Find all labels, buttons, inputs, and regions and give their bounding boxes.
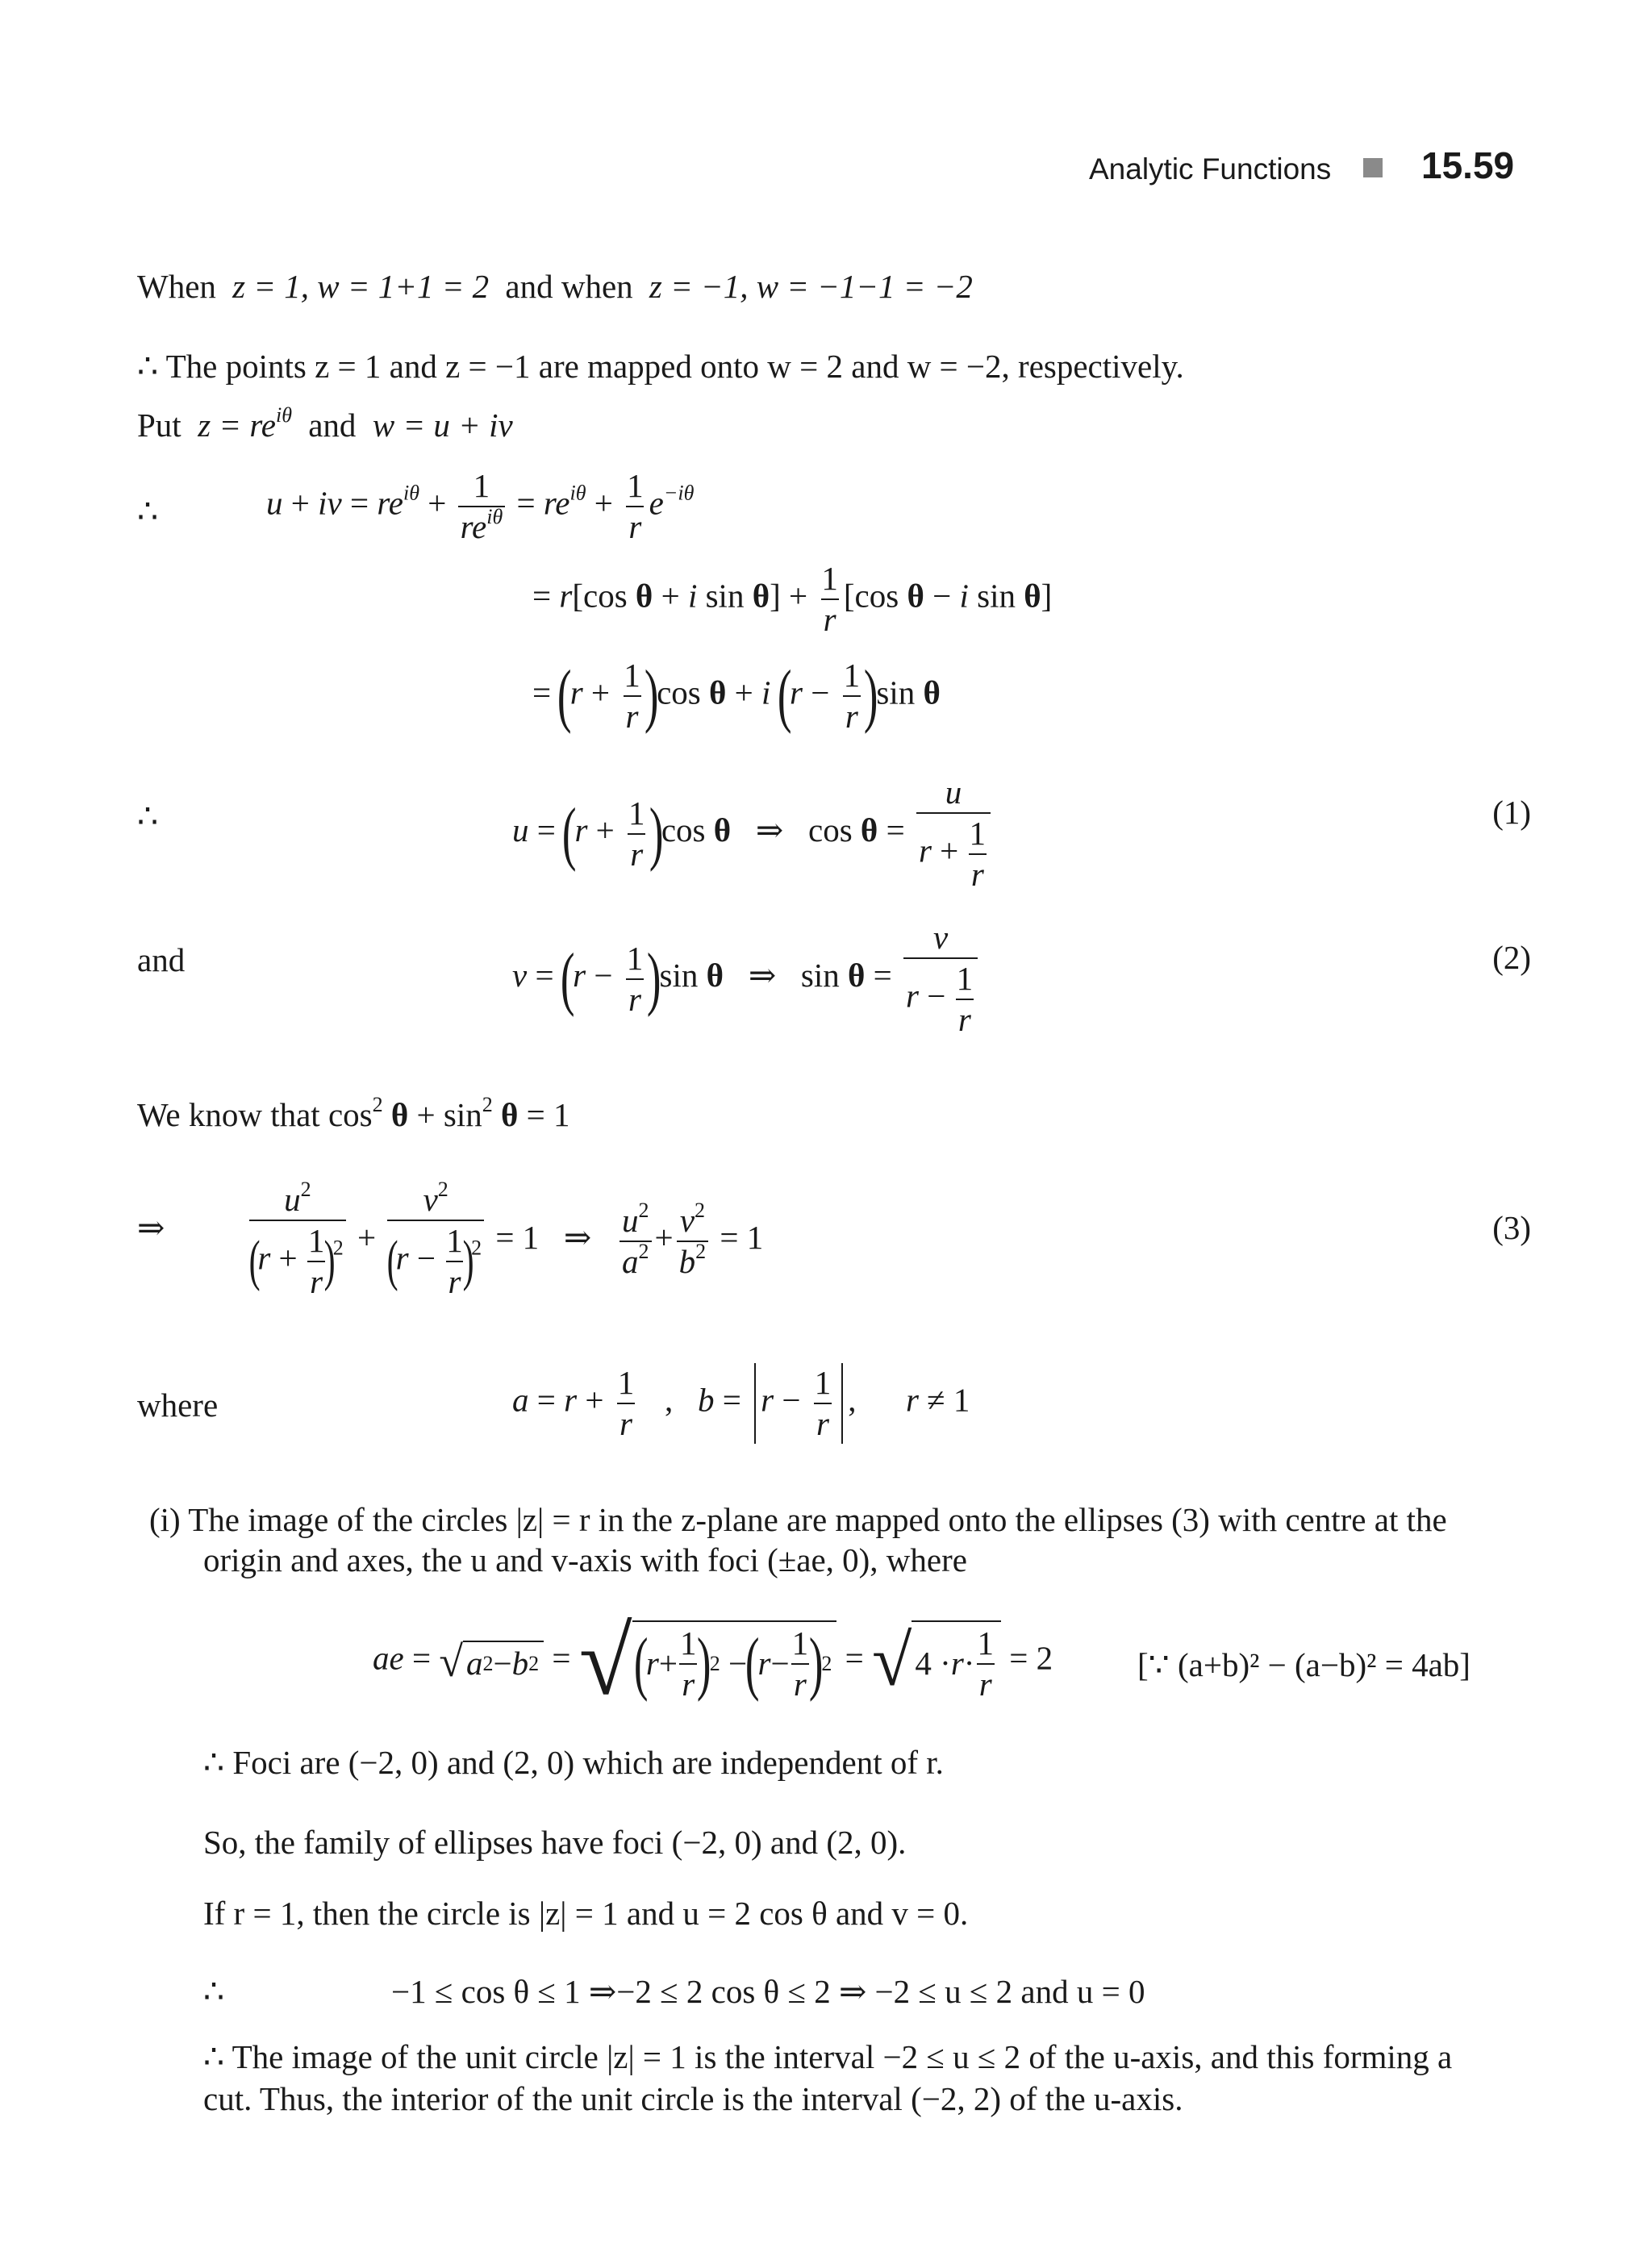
identity-note: [∵ (a+b)² − (a−b)² = 4ab]: [1137, 1646, 1471, 1683]
last-line-2: cut. Thus, the interior of the unit circle is the interval (−2, 2) of the u-axis.: [203, 2080, 1183, 2117]
text-line-1: [137, 269, 973, 305]
text-we-know: We know that $\cos^2 \theta + \sin^2 \theta = 1$: [137, 1093, 570, 1133]
item-i-line-1: (i) The image of the circles |z| = r in the z-plane are mapped onto the ellipses (3) with centre at the: [149, 1501, 1447, 1538]
text-put: Put: [137, 407, 181, 444]
frac-v2-b2: $\frac{v^2}{b^2}$: [677, 1203, 709, 1280]
therefore-2: ∴: [137, 798, 159, 835]
eq-expand-2: = (r + $\frac{1}{r}$ )cos θ + i (r − $\frac{1}{r}$ )sin θ: [532, 657, 941, 736]
text-and: and: [308, 407, 357, 444]
math-z-re: $z = re^{i\theta}$: [189, 403, 292, 444]
equation-number-1: (1): [1492, 794, 1531, 831]
text-line-2: ∴ The points z = 1 and z = −1 are mapped onto w = 2 and w = −2, respectively.: [137, 348, 1184, 385]
eq-uiv: u + iv = $re^{i\theta}$ + $\frac{1}{re^{i\theta}}$ = $re^{i\theta}$ + $\frac{1}{r}$ $e^{-i\theta}$: [266, 467, 695, 546]
frac-1-over-r: $\frac{1}{r}$: [814, 1363, 832, 1442]
frac-u2: $u^2$ (r + $\frac{1}{r}$ )$^2$: [249, 1182, 346, 1300]
text-and-when: and when: [505, 268, 633, 305]
implies-1: ⇒: [137, 1209, 165, 1246]
frac-v-over: v r − $\frac{1}{r}$: [903, 919, 978, 1038]
math-z1: z = 1, w = 1+1 = 2: [232, 268, 490, 305]
therefore-1: ∴: [137, 493, 159, 530]
header-square-icon: [1363, 158, 1383, 177]
page-number: 15.59: [1421, 144, 1515, 186]
running-title: Analytic Functions: [1089, 152, 1332, 186]
text-we-know-label: We know that: [137, 1096, 320, 1133]
eq-ae: ae = √ a 2 − b 2 = √ ( r + $\frac{1}{r}$ ) 2 − ( r − $\frac{1}{r}$ ) 2 = √ 4 · r · $\frac{1}{r}$ = 2: [373, 1608, 1053, 1715]
sqrt-4r: √ 4 · r · $\frac{1}{r}$: [872, 1620, 1001, 1703]
frac-1-over-r: $\frac{1}{r}$: [821, 560, 838, 639]
eq-ellipse: $u^2$ (r + $\frac{1}{r}$ )$^2$ + $v^2$ (r − $\frac{1}{r}$ )$^2$ = 1 ⇒ $\frac{u^2}{a^2}$ + $\frac{v^2}{b^2}$ = 1: [248, 1178, 764, 1301]
text-and-2: and: [137, 941, 186, 978]
r-equals-1-line: If r = 1, then the circle is |z| = 1 and u = 2 cos θ and v = 0.: [203, 1895, 969, 1932]
frac-1-over-r: $\frac{1}{r}$: [627, 467, 644, 546]
frac-1-over-re: $\frac{1}{re^{i\theta}}$: [458, 468, 506, 545]
eq-a-b: a = r + $\frac{1}{r}$ , b = r − $\frac{1}{r}$ , r ≠ 1: [512, 1363, 970, 1442]
frac-u2-a2: $\frac{u^2}{a^2}$: [620, 1203, 652, 1280]
frac-u-over: u r + $\frac{1}{r}$: [916, 774, 991, 893]
foci-line-1: ∴ Foci are (−2, 0) and (2, 0) which are independent of r.: [203, 1744, 944, 1781]
therefore-3: ∴: [203, 1973, 225, 2010]
equation-number-3: (3): [1492, 1209, 1531, 1246]
eq-inequality: −1 ≤ cos θ ≤ 1 ⇒−2 ≤ 2 cos θ ≤ 2 ⇒ −2 ≤ u ≤ 2 and u = 0: [391, 1973, 1145, 2010]
math-zm1: z = −1, w = −1−1 = −2: [649, 268, 973, 305]
frac-1-over-r: $\frac{1}{r}$: [843, 657, 861, 736]
sqrt-expanded: √ ( r + $\frac{1}{r}$ ) 2 − ( r − $\frac{1}{r}$ ) 2: [579, 1613, 837, 1710]
eq-expand-1: = r[cos θ + i sin θ] + $\frac{1}{r}$ [cos θ − i sin θ]: [532, 560, 1053, 639]
item-i-line-2: origin and axes, the u and v-axis with foci (±ae, 0), where: [203, 1541, 967, 1578]
math-w-def: w = u + iv: [364, 407, 513, 444]
frac-1-over-r: $\frac{1}{r}$: [617, 1363, 635, 1442]
eq-u: u = (r + $\frac{1}{r}$ )cos θ ⇒ cos θ = u r + $\frac{1}{r}$: [512, 774, 994, 893]
equation-number-2: (2): [1492, 939, 1531, 976]
text-line-3: [137, 403, 513, 444]
eq-v: v = (r − $\frac{1}{r}$ )sin θ ⇒ sin θ = v r − $\frac{1}{r}$: [512, 919, 981, 1038]
last-line-1: ∴ The image of the unit circle |z| = 1 is the interval −2 ≤ u ≤ 2 of the u-axis, and this forming a: [203, 2038, 1453, 2075]
frac-1-over-r: $\frac{1}{r}$: [624, 657, 640, 736]
text-when: When: [137, 268, 216, 305]
foci-line-2: So, the family of ellipses have foci (−2, 0) and (2, 0).: [203, 1824, 907, 1861]
text-where: where: [137, 1387, 219, 1424]
sqrt-a2b2: √ a 2 − b 2: [439, 1640, 544, 1683]
frac-1-over-r: $\frac{1}{r}$: [626, 939, 644, 1018]
frac-v2: $v^2$ (r − $\frac{1}{r}$ )$^2$: [387, 1182, 484, 1300]
frac-1-over-r: $\frac{1}{r}$: [628, 794, 645, 873]
